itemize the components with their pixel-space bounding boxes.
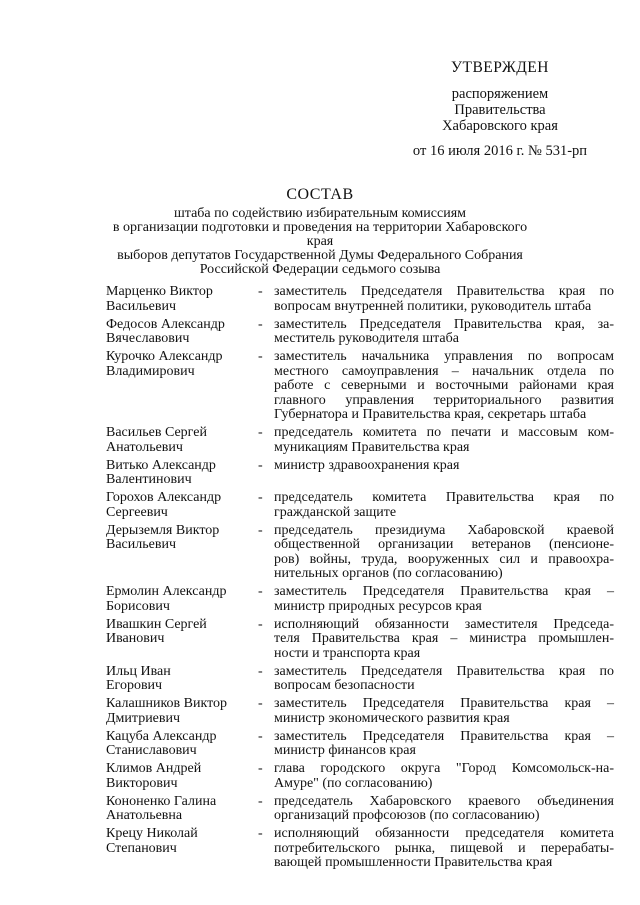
member-role-line: председатель комитета по печати и массовым ком- (274, 425, 614, 440)
member-role-line: заместитель Председателя Правительства края по (274, 284, 614, 299)
member-role-line: министр экономического развития края (274, 710, 510, 726)
member-name (106, 665, 258, 694)
member-name (106, 795, 258, 824)
approval-block (400, 60, 600, 159)
member-name (106, 618, 258, 662)
member-name-line: Курочко Александр (106, 349, 223, 364)
member-role-line: председатель комитета Правительства края по (274, 490, 614, 505)
member-role-line: меститель руководителя штаба (274, 331, 459, 346)
approval-line: распоряжением (451, 86, 549, 102)
subtitle-line: в организации подготовки и проведения на территории Хабаровского края (112, 220, 528, 249)
member-role (274, 491, 614, 520)
member-row (106, 696, 614, 726)
member-name-line: Васильевич (106, 298, 176, 314)
member-name (106, 827, 258, 871)
member-name-line: Борисович (106, 598, 170, 614)
member-role-line: исполняющий обязанности председателя комитета (274, 826, 614, 841)
member-role-line: муникациям Правительства края (274, 439, 470, 455)
member-name-line: Витько Александр (106, 457, 216, 473)
members-list (106, 284, 614, 874)
member-name-line: Васильевич (106, 537, 176, 552)
member-row (106, 522, 614, 582)
member-dash: - (258, 663, 263, 679)
member-row (106, 490, 614, 520)
member-role (274, 318, 614, 347)
member-role-line: теля Правительства края – министра промышлен- (274, 631, 614, 646)
member-role-line: Губернатора и Правительства края, секретарь штаба (274, 407, 587, 422)
member-row (106, 284, 614, 314)
member-name-line: Кацуба Александр (106, 728, 217, 744)
member-role-line: министр финансов края (274, 743, 416, 758)
member-role (274, 350, 614, 423)
member-name-line: Викторович (106, 775, 178, 791)
member-role-line: заместитель Председателя Правительства края – (274, 696, 614, 711)
member-name-line: Валентинович (106, 472, 192, 487)
member-name (106, 350, 258, 423)
member-dash: - (258, 728, 263, 744)
member-role (274, 827, 614, 871)
member-role (274, 585, 614, 614)
member-dash: - (258, 349, 263, 364)
member-name-line: Кононенко Галина (106, 793, 217, 809)
member-name (106, 459, 258, 488)
approval-date: от 16 июля 2016 г. № 531-рп (412, 143, 588, 159)
member-name-line: Васильев Сергей (106, 425, 207, 440)
member-name-line: Горохов Александр (106, 490, 222, 505)
member-row (106, 793, 614, 824)
member-name-line: Ильц Иван (106, 663, 171, 679)
member-role-line: заместитель Председателя Правительства края по (274, 663, 614, 679)
member-dash: - (258, 316, 263, 332)
member-name-line: Дерыземля Виктор (106, 522, 220, 538)
member-role (274, 795, 614, 824)
member-dash: - (258, 584, 263, 599)
member-name-line: Анатольевич (106, 439, 183, 455)
member-role-line: работе с северными и восточными районами края (274, 378, 614, 393)
approval-line: Хабаровского края (442, 118, 558, 134)
member-row (106, 761, 614, 791)
member-dash: - (258, 522, 263, 538)
member-dash: - (258, 425, 263, 440)
member-role (274, 426, 614, 455)
member-dash: - (258, 616, 263, 632)
member-name-line: Анатольевна (106, 808, 183, 823)
member-name-line: Крецу Николай (106, 826, 198, 841)
member-row (106, 459, 610, 488)
member-dash: - (258, 490, 263, 505)
member-dash: - (258, 457, 263, 473)
member-name (106, 491, 258, 520)
member-name-line: Вячеславович (106, 331, 190, 346)
member-role-line: нительных органов (по согласованию) (274, 566, 503, 581)
subtitle-line: Российской Федерации седьмого созыва (199, 262, 441, 277)
member-role (274, 524, 614, 582)
member-name (106, 585, 258, 614)
member-role (274, 762, 614, 791)
member-name-line: Станиславович (106, 743, 197, 758)
member-dash: - (258, 284, 263, 299)
member-name (106, 697, 258, 726)
member-role-line: местного самоуправления – начальник отдела по (274, 363, 614, 379)
subtitle-line: выборов депутатов Государственной Думы Федерального Собрания (117, 248, 523, 263)
member-row (106, 826, 614, 871)
member-name-line: Климов Андрей (106, 761, 202, 776)
member-role (274, 285, 614, 314)
member-role-line: общественной организации ветеранов (пенсионе- (274, 537, 614, 552)
approval-heading: УТВЕРЖДЕН (451, 59, 549, 76)
member-name (106, 524, 258, 582)
member-role-line: главного управления территориального развития (274, 392, 614, 408)
member-role-line: заместитель Председателя Правительства края – (274, 728, 614, 744)
member-role-line: вопросам внутренней политики, руководитель штаба (274, 298, 592, 314)
member-role-line: заместитель Председателя Правительства края – (274, 584, 614, 599)
member-role-line: исполняющий обязанности заместителя Председа- (274, 616, 614, 632)
member-role-line: министр природных ресурсов края (274, 598, 482, 614)
member-name-line: Степанович (106, 840, 177, 856)
member-name (106, 762, 258, 791)
member-name-line: Марценко Виктор (106, 284, 213, 299)
member-role-line: Амуре" (по согласованию) (274, 775, 433, 791)
member-row (106, 728, 614, 759)
member-name-line: Владимирович (106, 363, 195, 379)
member-role-line: ров) войны, труда, вооруженных сил и правоохра- (274, 551, 614, 567)
member-dash: - (258, 696, 263, 711)
member-name-line: Калашников Виктор (106, 696, 228, 711)
member-role-line: потребительского рынка, пищевой и перерабаты- (274, 840, 614, 856)
member-role-line: вающей промышленности Правительства края (274, 855, 553, 870)
member-role (274, 697, 614, 726)
member-name-line: Иванович (106, 631, 165, 646)
member-role (274, 618, 614, 662)
member-dash: - (258, 826, 263, 841)
member-name-line: Дмитриевич (106, 710, 181, 726)
member-row (106, 584, 614, 614)
member-role-line: заместитель Председателя Правительства края, за- (274, 316, 614, 332)
member-role-line: гражданской защите (274, 504, 397, 520)
member-dash: - (258, 793, 263, 809)
member-row (106, 663, 614, 694)
member-role (274, 730, 614, 759)
member-name (106, 285, 258, 314)
member-role-line: организаций профсоюзов (по согласованию) (274, 808, 540, 823)
member-name (106, 730, 258, 759)
member-role-line: председатель Хабаровского краевого объединения (274, 793, 614, 809)
member-name-line: Сергеевич (106, 504, 168, 520)
member-role-line: министр здравоохранения края (274, 457, 460, 473)
approval-line: Правительства (454, 102, 546, 118)
member-role-line: заместитель начальника управления по вопросам (274, 349, 614, 364)
member-role-line: председатель президиума Хабаровской краевой (274, 522, 614, 538)
document-subtitle (100, 207, 540, 277)
member-name-line: Федосов Александр (106, 316, 225, 332)
member-row (106, 316, 614, 347)
member-name-line: Егорович (106, 678, 163, 693)
member-name (106, 318, 258, 347)
member-role-line: вопросам безопасности (274, 678, 415, 693)
member-dash: - (258, 761, 263, 776)
member-name-line: Ивашкин Сергей (106, 616, 207, 632)
member-name (106, 426, 258, 455)
member-role (274, 665, 614, 694)
document-title: СОСТАВ (286, 186, 354, 203)
member-role (274, 459, 614, 488)
member-row (106, 616, 614, 662)
member-name-line: Ермолин Александр (106, 584, 227, 599)
member-role-line: ности и транспорта края (274, 645, 421, 661)
subtitle-line: штаба по содействию избирательным комиссиям (174, 206, 466, 221)
member-row (106, 425, 614, 455)
member-role-line: глава городского округа "Город Комсомольск-на- (274, 761, 614, 776)
member-row (106, 349, 614, 423)
